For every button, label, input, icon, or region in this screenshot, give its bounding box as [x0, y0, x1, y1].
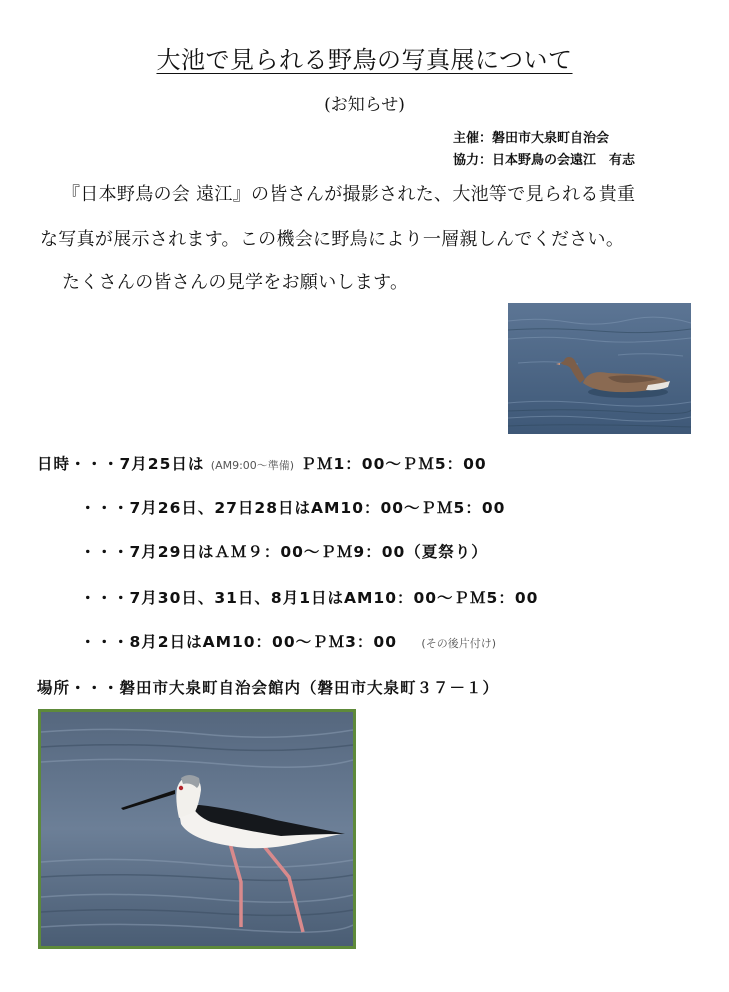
- schedule-row-4: ・・・7月30日、31日、8月1日はAM10：00～ＰＭ5：00: [80, 589, 539, 607]
- paragraph-line-3: たくさんの皆さんの見学をお願いします。: [62, 272, 409, 293]
- paragraph-line-2: な写真が展示されます。この機会に野鳥により一層親しんでください。: [40, 229, 625, 250]
- goose-photo: [508, 303, 691, 434]
- schedule-row-1-main: ・・・7月25日は: [70, 455, 205, 473]
- schedule-row-5: [80, 630, 496, 652]
- schedule-row-1: [37, 452, 487, 474]
- schedule-label: 日時: [37, 455, 71, 473]
- schedule-row-1-tail: ＰＭ1：00～ＰＭ5：00: [300, 455, 487, 473]
- page-title: [0, 40, 729, 75]
- schedule-row-5-note: (その後片付け): [421, 637, 496, 650]
- place-line: 場所・・・磐田市大泉町自治会館内（磐田市大泉町３７－１）: [37, 679, 500, 697]
- organizer: 主催：磐田市大泉町自治会: [453, 131, 610, 146]
- schedule-row-2: ・・・7月26日、27日28日はAM10：00～ＰＭ5：00: [80, 499, 506, 517]
- schedule-row-3: ・・・7月29日はＡＭ９：00～ＰＭ9：00（夏祭り）: [80, 543, 488, 561]
- subtitle: (お知らせ): [324, 95, 405, 115]
- cooperation: 協力：日本野鳥の会遠江 有志: [453, 153, 636, 168]
- paragraph-line-1: 『日本野鳥の会 遠江』の皆さんが撮影された、大池等で見られる貴重: [62, 184, 636, 205]
- stilt-photo: [38, 709, 356, 949]
- schedule-row-5-main: ・・・8月2日はAM10：00～ＰＭ3：00: [80, 633, 397, 651]
- title-text: 大池で見られる野鳥の写真展について: [156, 46, 573, 74]
- schedule-row-1-note: (AM9:00～準備): [210, 459, 295, 472]
